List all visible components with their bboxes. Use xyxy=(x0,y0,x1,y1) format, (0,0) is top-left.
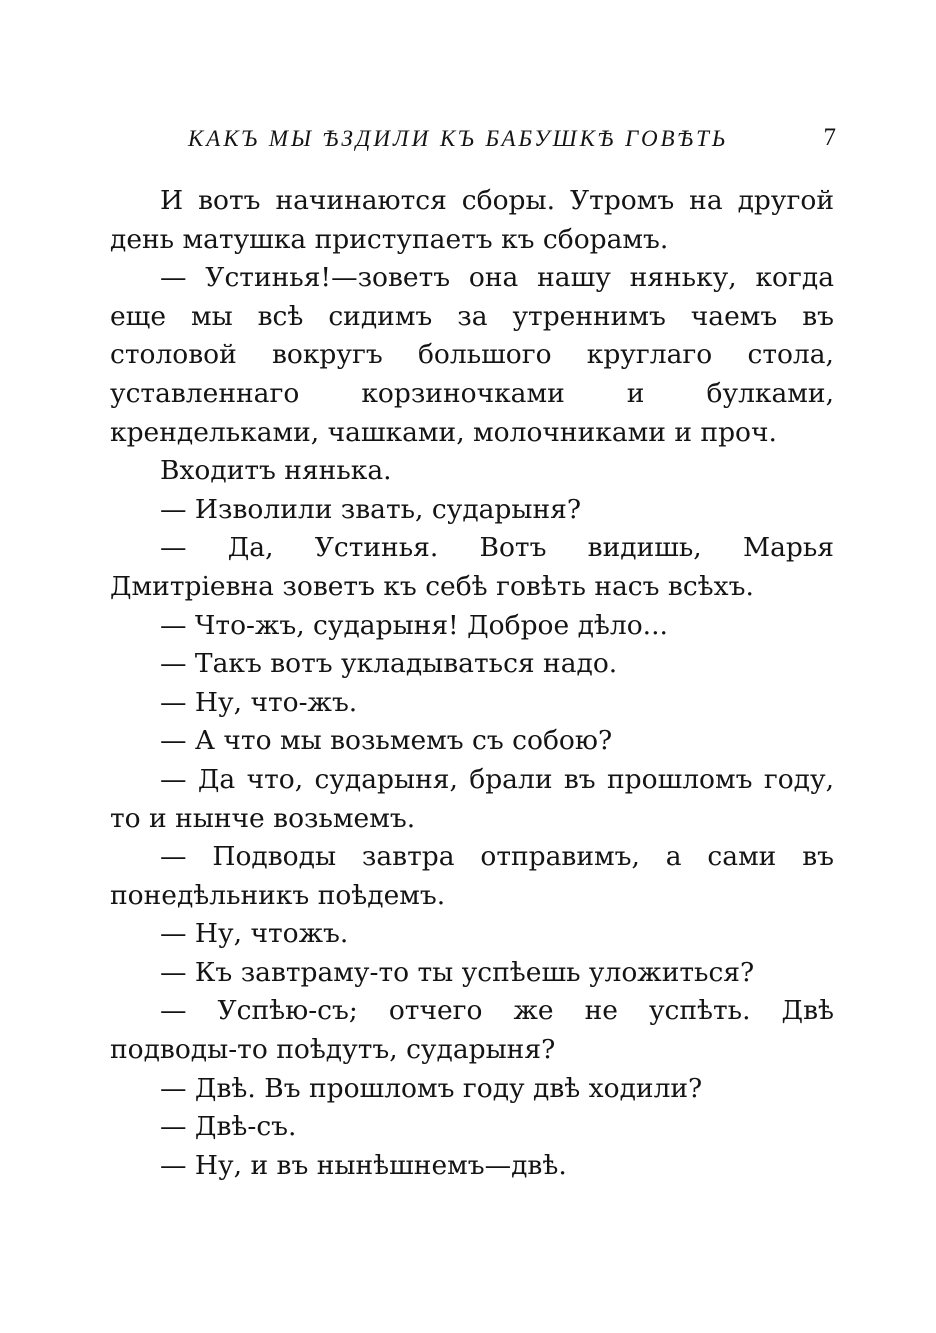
paragraph: — Что-жъ, сударыня! Доброе дѣло... xyxy=(160,609,668,641)
paragraph: Входитъ нянька. xyxy=(160,455,392,487)
page-number: 7 xyxy=(823,124,836,151)
running-title: КАКЪ МЫ ѢЗДИЛИ КЪ БАБУШКѢ ГОВѢТЬ xyxy=(188,126,729,151)
paragraph: — Устинья!—зоветъ она нашу няньку, когда еще мы всѣ сидимъ за утреннимъ чаемъ въ столовой вокругъ большого круглаго стола, уставленнаго корзиночками и булками, крендельками, чашками, молочниками и проч. xyxy=(110,262,834,448)
paragraph: — Подводы завтра отправимъ, а сами въ понедѣльникъ поѣдемъ. xyxy=(110,841,834,911)
paragraph: — Къ завтраму-то ты успѣешь уложиться? xyxy=(160,956,755,988)
paragraph: — Успѣю-съ; отчего же не успѣть. Двѣ подводы-то поѣдутъ, сударыня? xyxy=(110,995,834,1066)
page-header xyxy=(110,122,836,158)
paragraph: И вотъ начинаются сборы. Утромъ на другой день матушка приступаетъ къ сборамъ. xyxy=(110,185,834,255)
paragraph: — Двѣ. Въ прошломъ году двѣ ходили? xyxy=(160,1072,703,1104)
paragraph: — Двѣ-съ. xyxy=(160,1111,297,1143)
paragraph: — Ну, что-жъ. xyxy=(160,686,358,718)
paragraph: — Ну, и въ нынѣшнемъ—двѣ. xyxy=(160,1149,567,1181)
paragraph: — Да что, сударыня, брали въ прошломъ году, то и нынче возьмемъ. xyxy=(110,763,834,834)
paragraph: — Такъ вотъ укладываться надо. xyxy=(160,648,618,680)
paragraph: — Да, Устинья. Вотъ видишь, Марья Дмитріевна зоветъ къ себѣ говѣть насъ всѣхъ. xyxy=(110,532,834,602)
paragraph: — Изволили звать, сударыня? xyxy=(160,493,582,525)
paragraph: — Ну, чтожъ. xyxy=(160,918,349,950)
paragraph: — А что мы возьмемъ съ собою? xyxy=(160,725,613,757)
page-body xyxy=(110,182,834,1185)
